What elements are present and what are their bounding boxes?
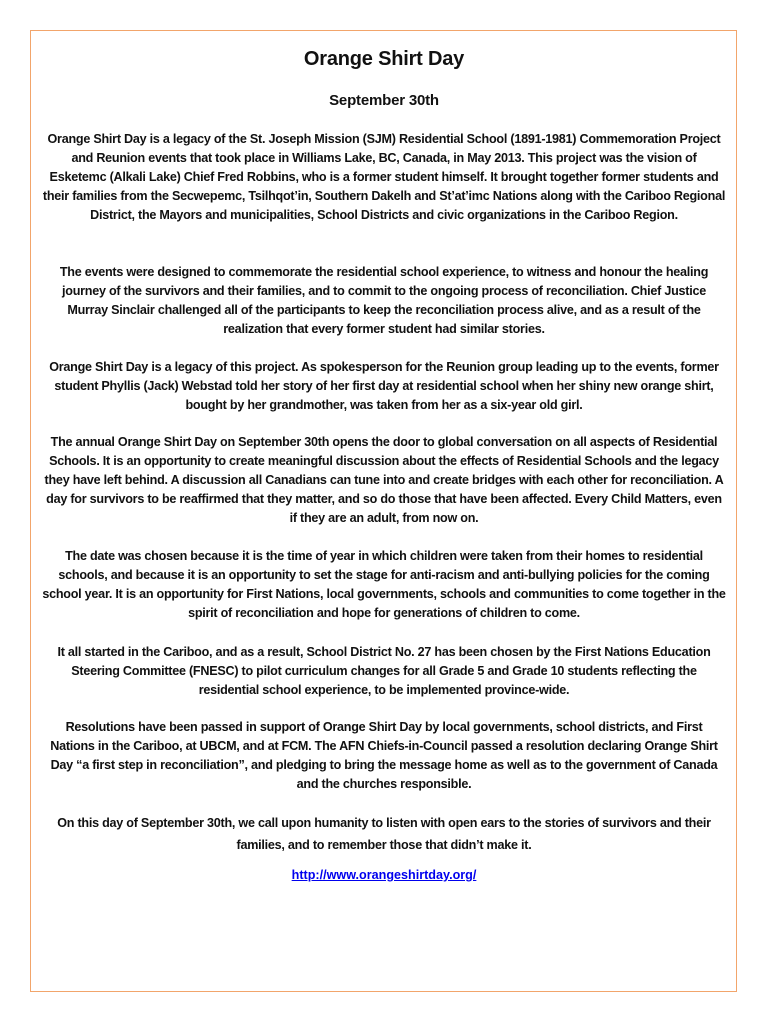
paragraph-annual-day: The annual Orange Shirt Day on September 30th opens the door to global conversation on all aspects of Residential Schools. It is an opportunity to create meaningful discussion about the effects of Residential Schools and the legacy they have left behind. A discussion all Canadians can tune into and create bridges with each other for reconciliation. A day for survivors to be reaffirmed that they matter, and so do those that have been affected. Every Child Matters, even if they are an adult, from now on. [44, 435, 724, 525]
paragraph-history: Orange Shirt Day is a legacy of the St. Joseph Mission (SJM) Residential School (1891-1981) Commemoration Project and Reunion events that took place in Williams Lake, BC, Canada, in May 2013. This project was the vision of Esketemc (Alkali Lake) Chief Fred Robbins, who is a former student himself. It brought together former students and their families from the Secwepemc, Tsilhqot’in, Southern Dakelh and St’at’imc Nations along with the Cariboo Regional District, the Mayors and municipalities, School Districts and civic organizations in the Cariboo Region. [42, 132, 726, 222]
document-title: Orange Shirt Day [303, 48, 465, 70]
document-subtitle: September 30th [329, 92, 439, 109]
paragraph-call-to-action: On this day of September 30th, we call upon humanity to listen with open ears to the stories of survivors and their families, and to remember those that didn’t make it. [57, 816, 711, 852]
paragraph-date-choice: The date was chosen because it is the time of year in which children were taken from their homes to residential schools, and because it is an opportunity to set the stage for anti-racism and anti-bullying policies for the coming school year. It is an opportunity for First Nations, local governments, schools and communities to come together in the spirit of reconciliation and hope for generations of children to come. [42, 549, 726, 620]
paragraph-events: The events were designed to commemorate the residential school experience, to witness and honour the healing journey of the survivors and their families, and to commit to the ongoing process of reconciliation. Chief Justice Murray Sinclair challenged all of the participants to keep the reconciliation process alive, and as a result of the realization that every former student had similar stories. [59, 265, 709, 336]
paragraph-legacy: Orange Shirt Day is a legacy of this project. As spokesperson for the Reunion group leading up to the events, former student Phyllis (Jack) Webstad told her story of her first day at residential school when her shiny new orange shirt, bought by her grandmother, was taken from her as a six-year old girl. [49, 360, 719, 412]
paragraph-cariboo: It all started in the Cariboo, and as a result, School District No. 27 has been chosen by the First Nations Education Steering Committee (FNESC) to pilot curriculum changes for all Grade 5 and Grade 10 students reflecting the residential school experience, to be implemented province-wide. [57, 645, 711, 697]
website-link[interactable]: http://www.orangeshirtday.org/ [291, 868, 477, 882]
paragraph-resolutions: Resolutions have been passed in support of Orange Shirt Day by local governments, school districts, and First Nations in the Cariboo, at UBCM, and at FCM. The AFN Chiefs-in-Council passed a resolution declaring Orange Shirt Day “a first step in reconciliation”, and pledging to bring the message home as well as to the government of Canada and the churches responsible. [50, 720, 718, 791]
